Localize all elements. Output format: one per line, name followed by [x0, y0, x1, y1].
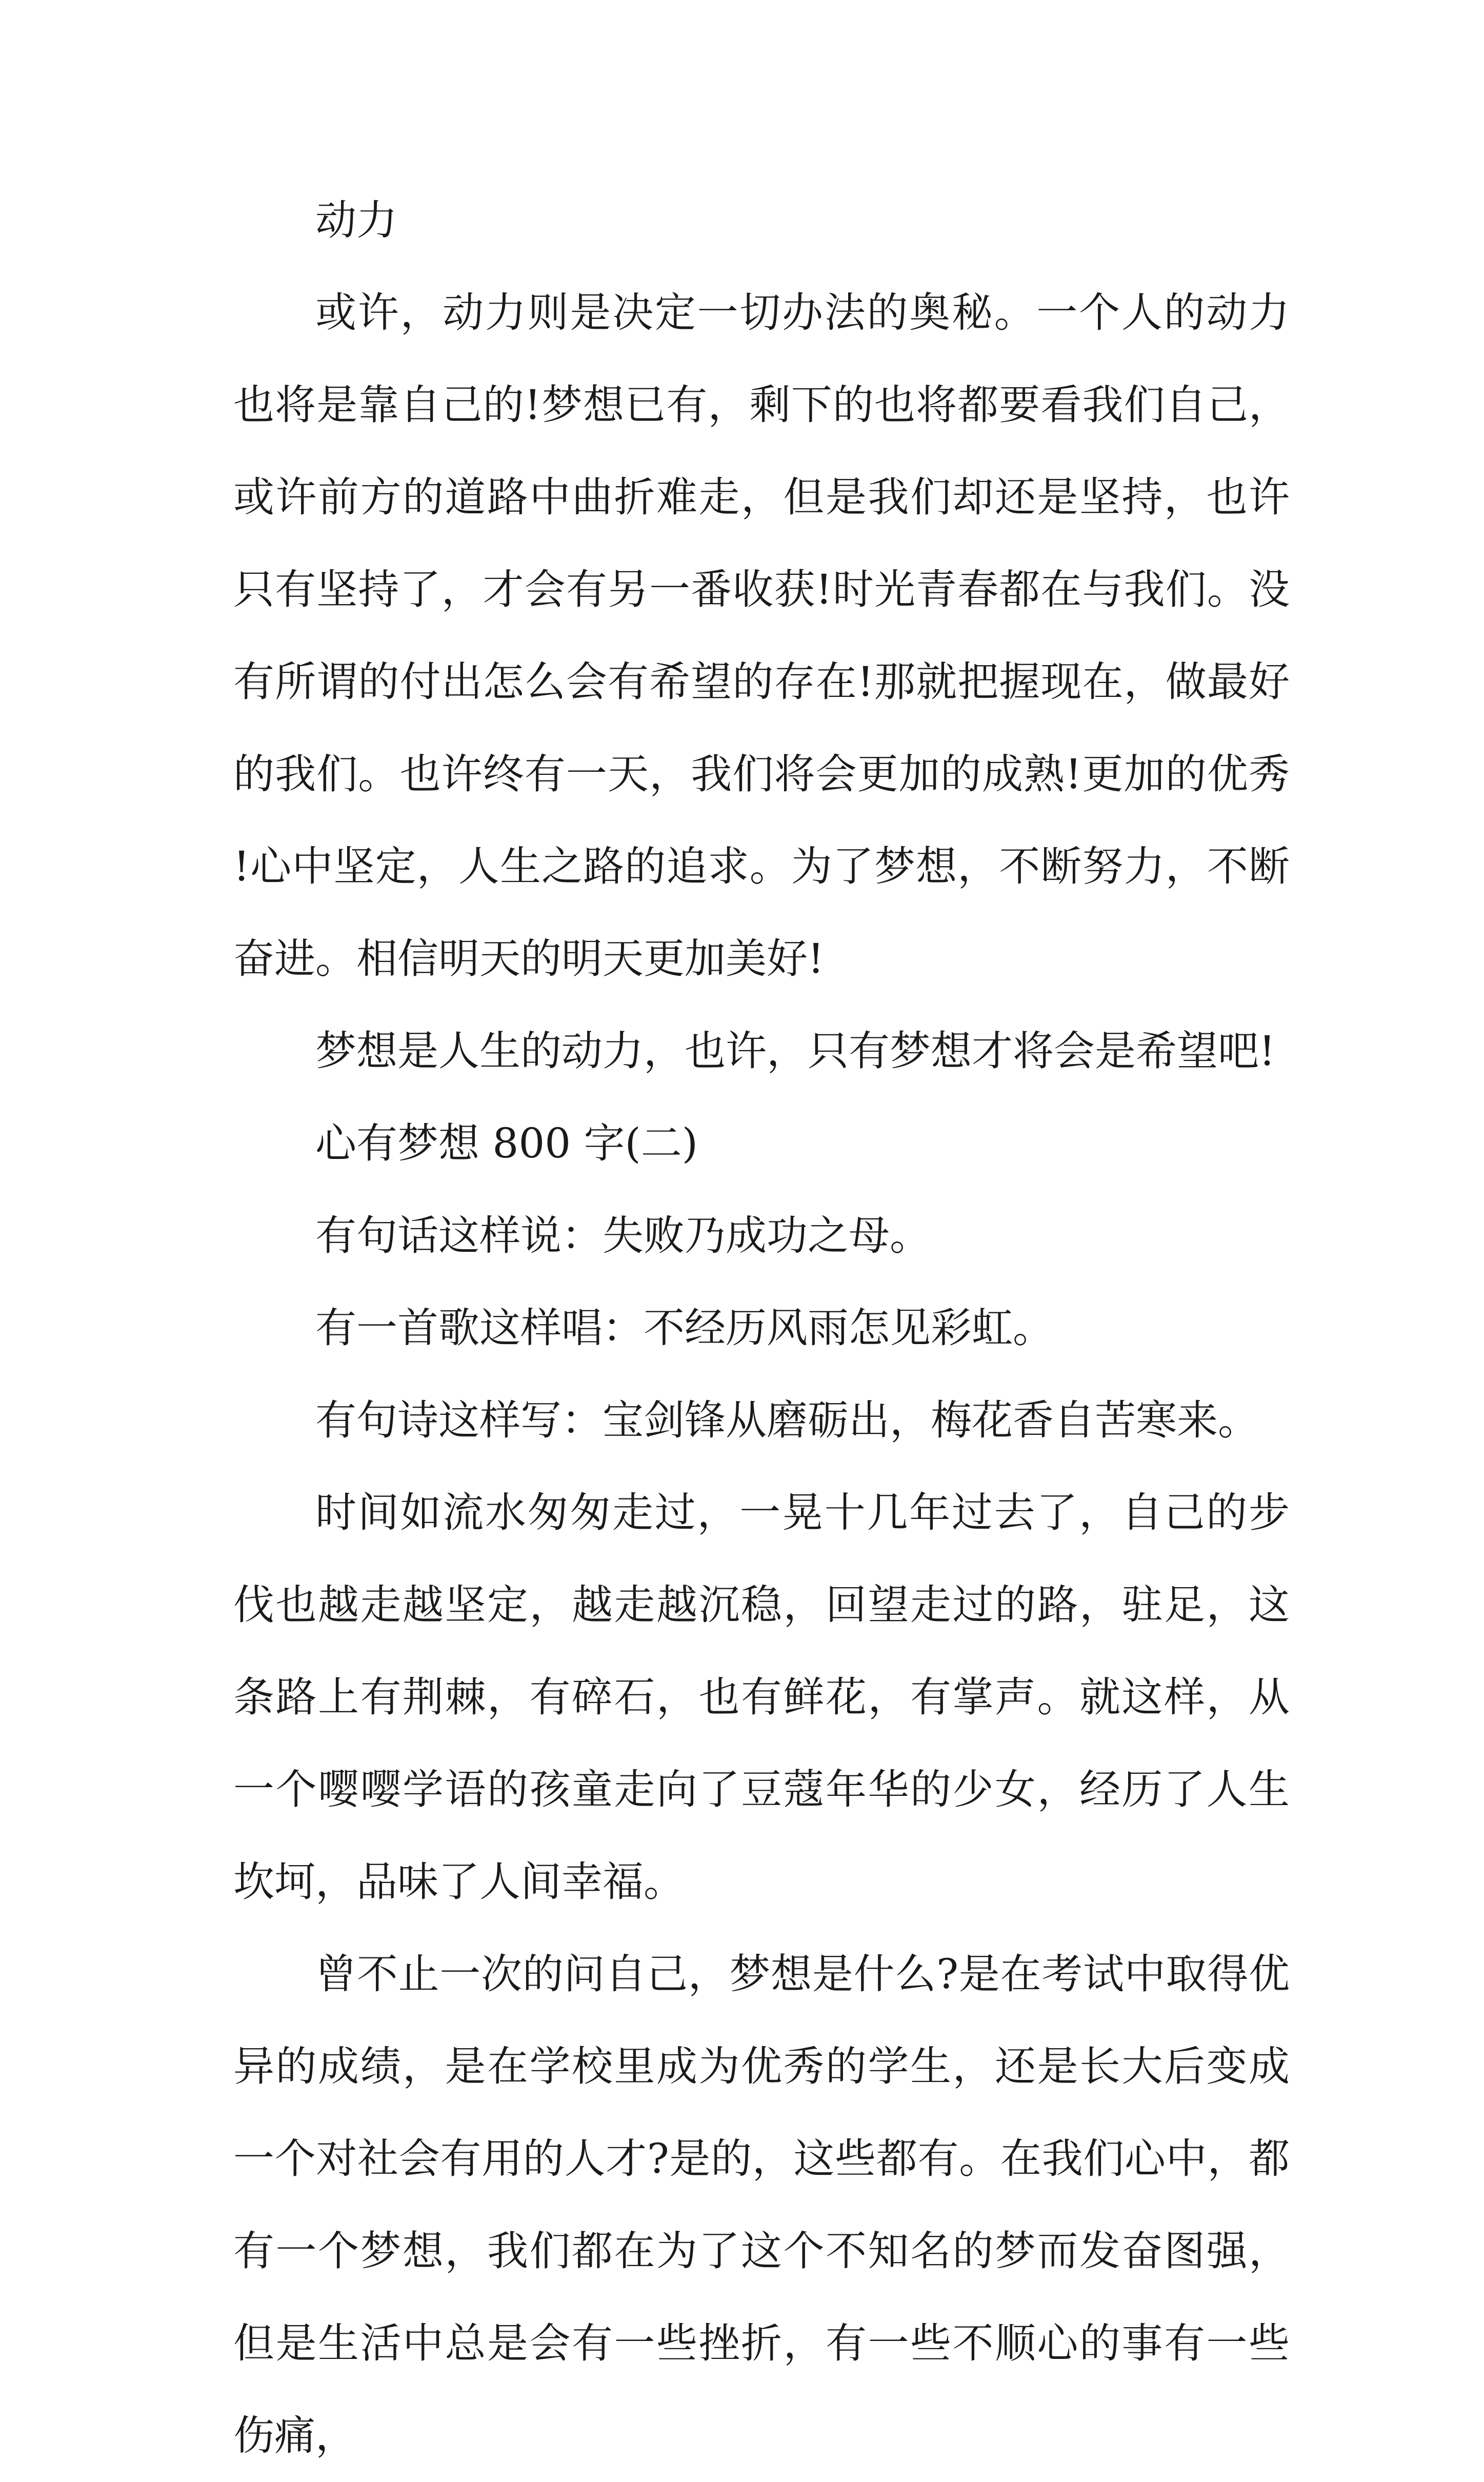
paragraph-heading-dongli: 动力: [315, 196, 397, 244]
paragraph-song: 有一首歌这样唱：不经历风雨怎见彩虹。: [315, 1304, 1054, 1352]
paragraph-question: 曾不止一次的问自己，梦想是什么?是在考试中取得优异的成绩，是在学校里成为优秀的学生，还是长大后变成一个对社会有用的人才?是的，这些都有。在我们心中，都有一个梦想，我们都在为了这个不知名的梦而发奋图强，但是生活中总是会有一些挫折，有一些不顺心的事有一些伤痛，: [233, 1950, 1290, 2459]
paragraph-dream-is-motivation: 梦想是人生的动力，也许，只有梦想才将会是希望吧!: [315, 1027, 1276, 1075]
paragraph-motivation: 或许，动力则是决定一切办法的奥秘。一个人的动力也将是靠自己的!梦想已有，剩下的也将都要看我们自己，或许前方的道路中曲折难走，但是我们却还是坚持，也许只有坚持了，才会有另一番收获!时光青春都在与我们。没有所谓的付出怎么会有希望的存在!那就把握现在，做最好的我们。也许终有一天，我们将会更加的成熟!更加的优秀!心中坚定，人生之路的追求。为了梦想，不断努力，不断奋进。相信明天的明天更加美好!: [233, 289, 1290, 983]
section-title: 心有梦想 800 字(二): [315, 1119, 698, 1167]
paragraph-time: 时间如流水匆匆走过，一晃十几年过去了，自己的步伐也越走越坚定，越走越沉稳，回望走过的路，驻足，这条路上有荆棘，有碎石，也有鲜花，有掌声。就这样，从一个嘤嘤学语的孩童走向了豆蔻年华的少女，经历了人生坎坷，品味了人间幸福。: [233, 1489, 1290, 1906]
paragraph-saying: 有句话这样说：失败乃成功之母。: [315, 1212, 931, 1259]
paragraph-poem: 有句诗这样写：宝剑锋从磨砺出，梅花香自苦寒来。: [315, 1396, 1259, 1444]
document-body: [233, 174, 1290, 2482]
